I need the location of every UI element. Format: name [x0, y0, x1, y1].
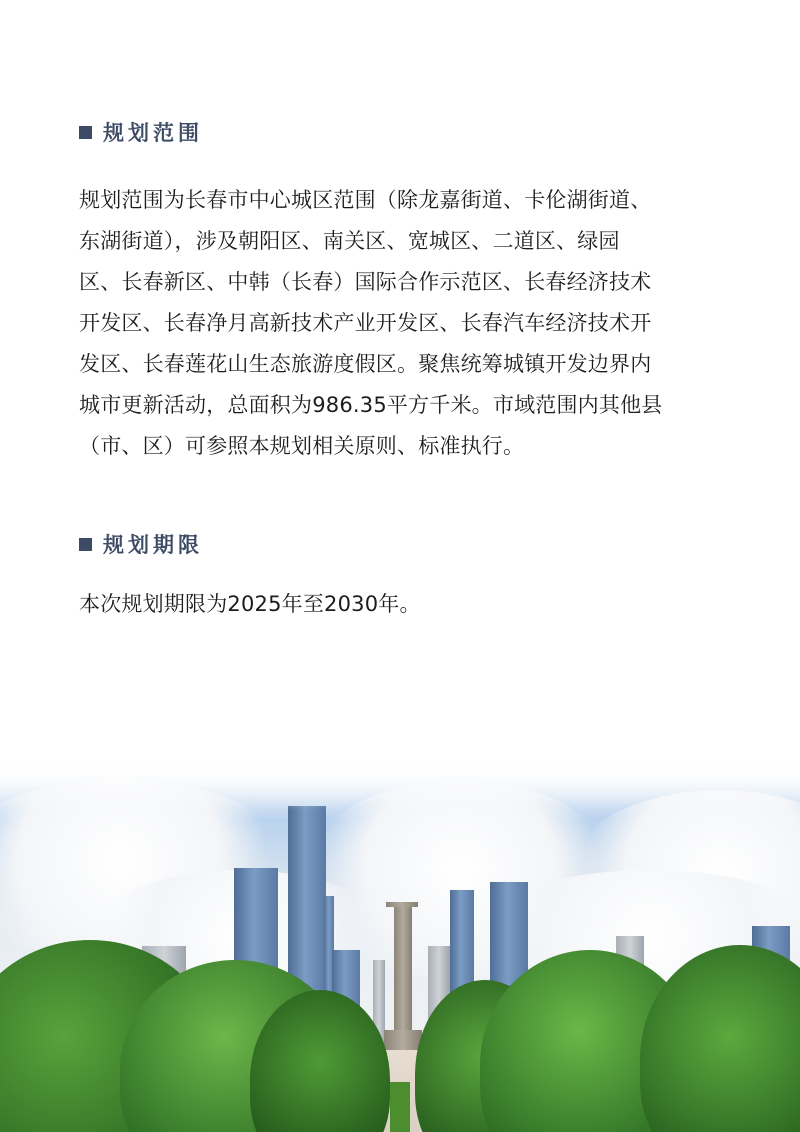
section-heading-period	[79, 529, 203, 559]
text-line: （市、区）可参照本规划相关原则、标准执行。	[79, 434, 525, 458]
text-line: 发区、长春莲花山生态旅游度假区。聚焦统筹城镇开发边界内	[79, 352, 652, 376]
square-bullet-icon	[79, 126, 92, 139]
city-skyline-photo	[0, 760, 800, 1132]
section-heading-scope	[79, 117, 203, 147]
heading-text: 规划期限	[103, 533, 203, 557]
text-line: 开发区、长春净月高新技术产业开发区、长春汽车经济技术开	[79, 311, 652, 335]
monument-top	[386, 902, 418, 907]
text-line: 城市更新活动，总面积为986.35平方千米。市域范围内其他县	[79, 393, 663, 417]
heading-text: 规划范围	[103, 121, 203, 145]
top-fade	[0, 760, 800, 810]
period-paragraph	[79, 584, 729, 625]
text-line: 东湖街道），涉及朝阳区、南关区、宽城区、二道区、绿园	[79, 229, 620, 253]
hedge	[390, 1082, 410, 1132]
text-line: 本次规划期限为2025年至2030年。	[79, 592, 421, 616]
square-bullet-icon	[79, 538, 92, 551]
text-line: 规划范围为长春市中心城区范围（除龙嘉街道、卡伦湖街道、	[79, 188, 652, 212]
text-line: 区、长春新区、中韩（长春）国际合作示范区、长春经济技术	[79, 270, 652, 294]
scope-paragraph	[79, 180, 729, 467]
